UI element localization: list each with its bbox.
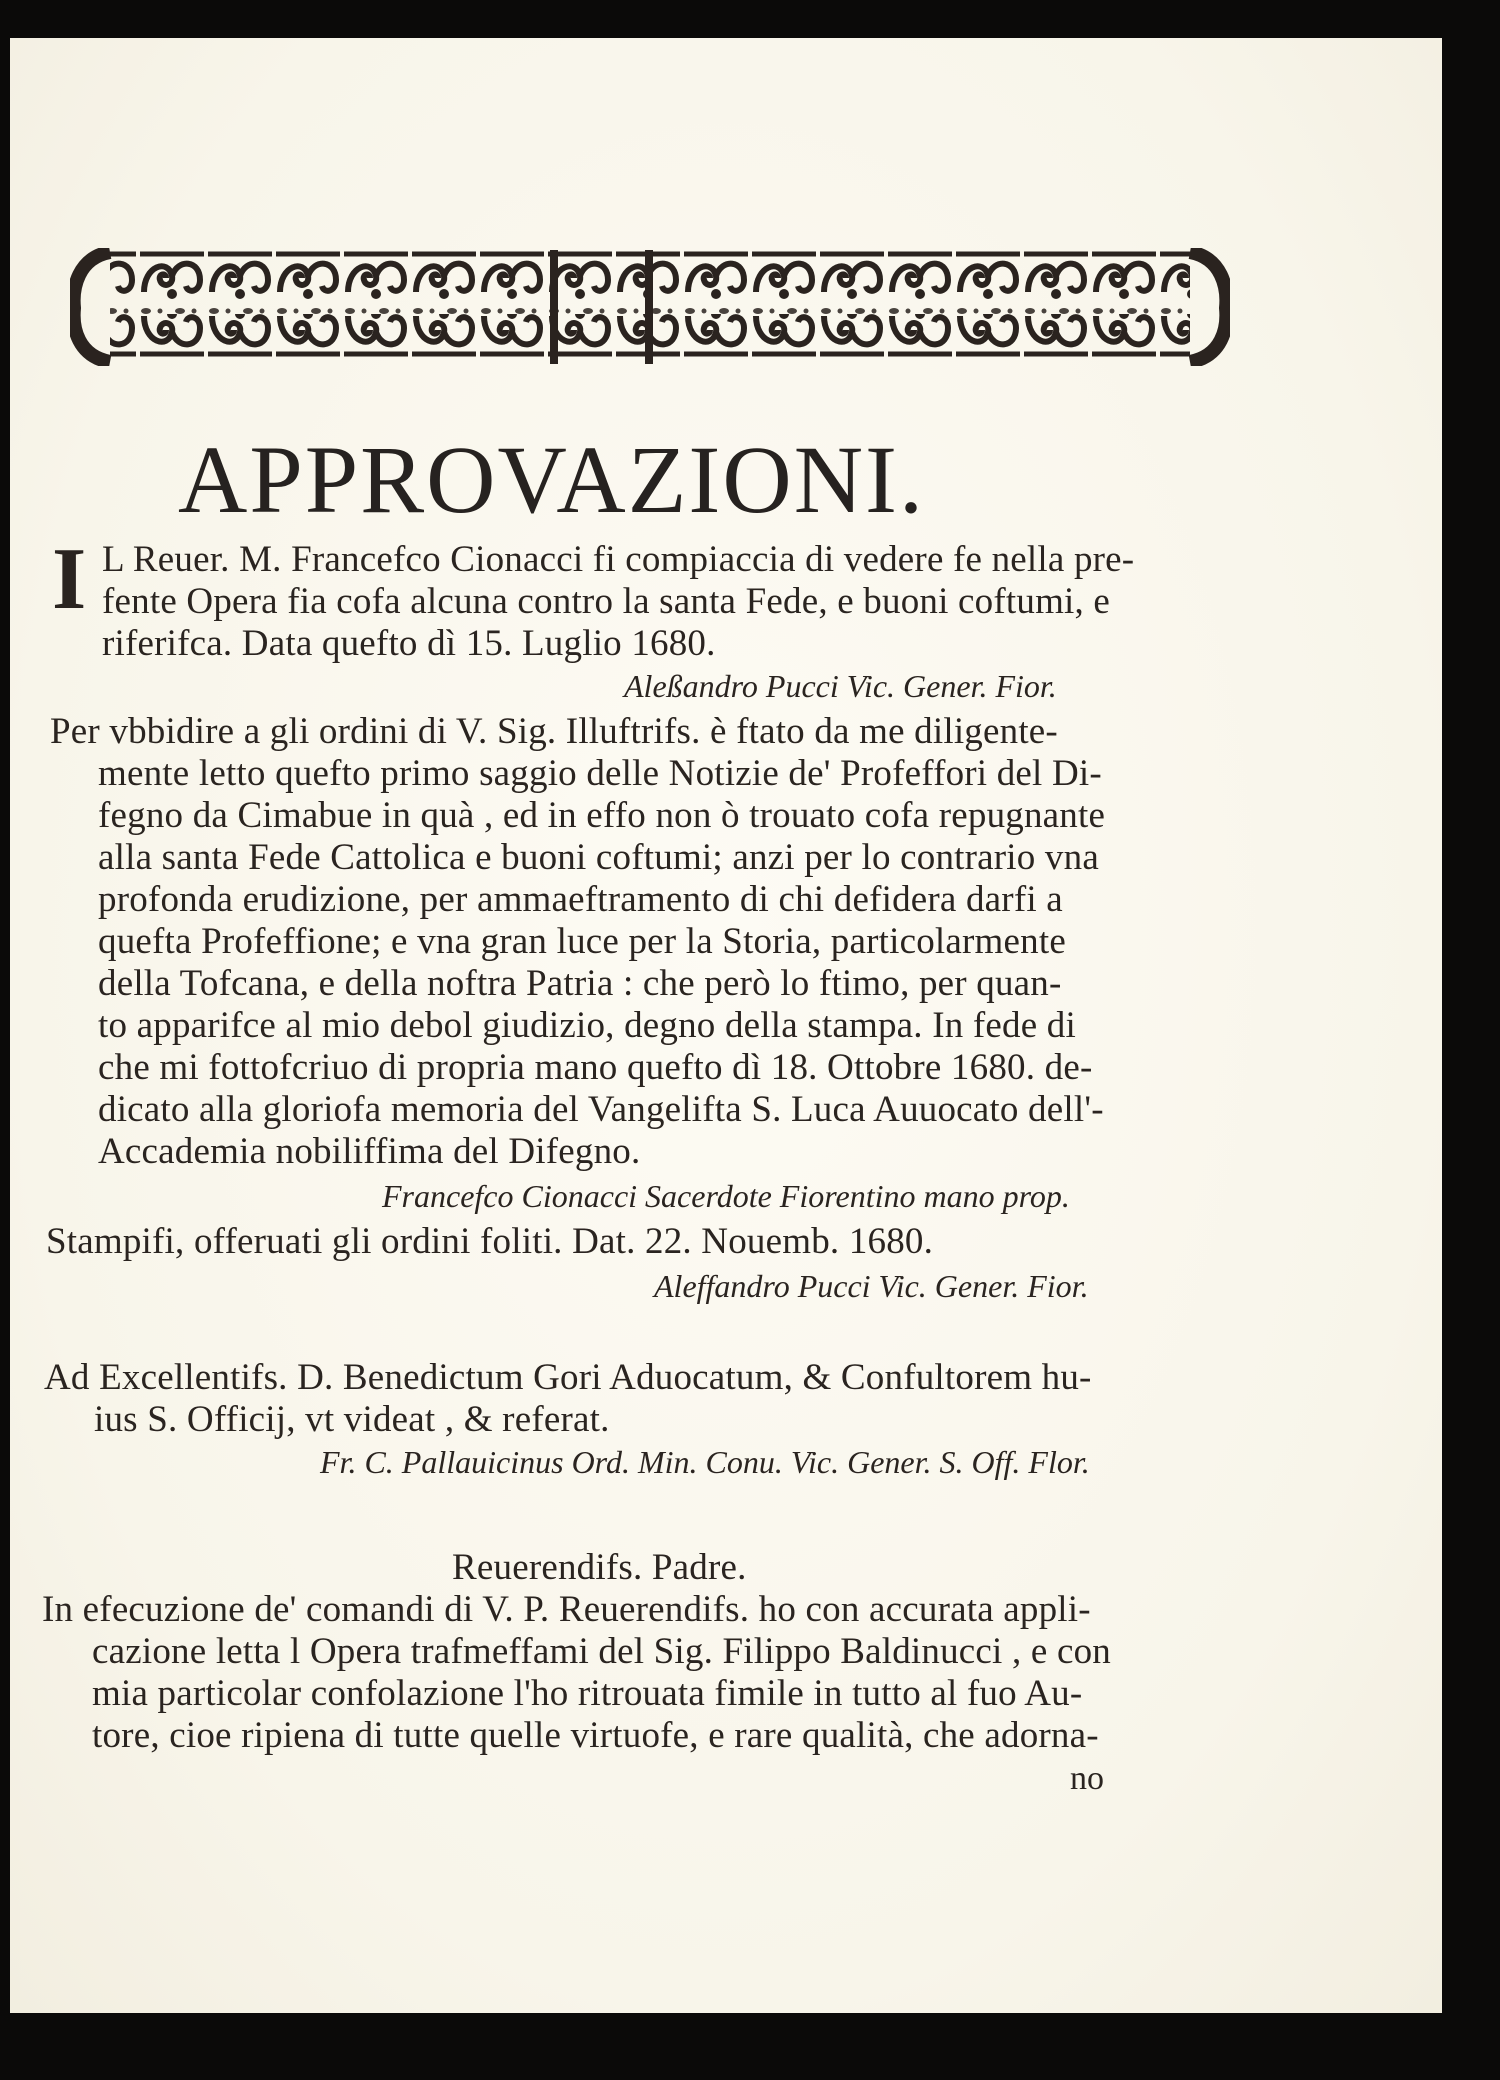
text-line: riferifca. Data quefto dì 15. Luglio 1680. bbox=[102, 623, 716, 664]
catchword: no bbox=[1070, 1760, 1104, 1797]
text-line: fegno da Cimabue in quà , ed in effo non ò trouato cofa repugnante bbox=[98, 795, 1106, 836]
page-heading: APPROVAZIONI. bbox=[178, 426, 925, 533]
text-line: fente Opera fia cofa alcuna contro la santa Fede, e buoni coftumi, e bbox=[102, 581, 1111, 622]
text-line: tore, cioe ripiena di tutte quelle virtuofe, e rare qualità, che adorna- bbox=[92, 1715, 1099, 1756]
book-page bbox=[10, 38, 1442, 2013]
text-line: della Tofcana, e della noftra Patria : che però lo ftimo, per quan- bbox=[98, 963, 1062, 1004]
text-line: dicato alla gloriofa memoria del Vangelifta S. Luca Auuocato dell'- bbox=[98, 1089, 1104, 1130]
text-line: alla santa Fede Cattolica e buoni coftumi; anzi per lo contrario vna bbox=[98, 837, 1099, 878]
text-line: Stampifi, offeruati gli ordini foliti. Dat. 22. Nouemb. 1680. bbox=[46, 1221, 934, 1262]
signature: Francefco Cionacci Sacerdote Fiorentino mano prop. bbox=[382, 1178, 1070, 1214]
text-line: Ad Excellentifs. D. Benedictum Gori Aduocatum, & Confultorem hu- bbox=[44, 1357, 1092, 1398]
signature: Aleffandro Pucci Vic. Gener. Fior. bbox=[654, 1268, 1089, 1304]
text-line: L Reuer. M. Francefco Cionacci fi compiaccia di vedere fe nella pre- bbox=[102, 539, 1135, 580]
text-line: che mi fottofcriuo di propria mano quefto dì 18. Ottobre 1680. de- bbox=[98, 1047, 1093, 1088]
text-line: mente letto quefto primo saggio delle Notizie de' Profeffori del Di- bbox=[98, 753, 1102, 794]
text-line: In efecuzione de' comandi di V. P. Reuerendifs. ho con accurata appli- bbox=[42, 1589, 1091, 1630]
text-line: ius S. Officij, vt videat , & referat. bbox=[94, 1399, 610, 1440]
drop-cap: I bbox=[52, 531, 87, 628]
text-line: to apparifce al mio debol giudizio, degno della stampa. In fede di bbox=[98, 1005, 1076, 1046]
text-line: cazione letta l Opera trafmeffami del Sig. Filippo Baldinucci , e con bbox=[92, 1631, 1111, 1672]
text-line: Accademia nobiliffima del Difegno. bbox=[98, 1131, 641, 1172]
text-line: profonda erudizione, per ammaeftramento di chi defidera darfi a bbox=[98, 879, 1063, 920]
text-line: mia particolar confolazione l'ho ritrouata fimile in tutto al fuo Au- bbox=[92, 1673, 1083, 1714]
text-line: quefta Profeffione; e vna gran luce per la Storia, particolarmente bbox=[98, 921, 1066, 962]
headpiece-ornament bbox=[70, 248, 1230, 366]
signature: Aleßandro Pucci Vic. Gener. Fior. bbox=[624, 668, 1057, 704]
salutation: Reuerendifs. Padre. bbox=[452, 1547, 747, 1588]
signature: Fr. C. Pallauicinus Ord. Min. Conu. Vic. Gener. S. Off. Flor. bbox=[320, 1444, 1090, 1480]
text-line: Per vbbidire a gli ordini di V. Sig. Illuftrifs. è ftato da me diligente- bbox=[50, 711, 1058, 752]
